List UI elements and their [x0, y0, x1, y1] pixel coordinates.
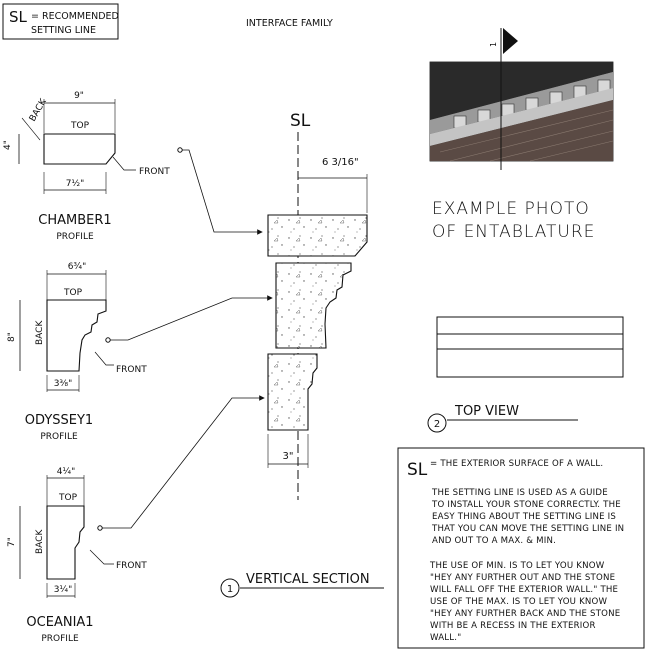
- section-stone-chamber1: [268, 215, 367, 256]
- top-view-callout-number: 2: [433, 419, 441, 430]
- photo-marker-flag: [503, 28, 518, 54]
- entablature-photo: [430, 28, 613, 242]
- bottom-dim: 7½": [65, 179, 85, 189]
- chamber1-outline: [44, 134, 115, 164]
- profile-sub: PROFILE: [56, 232, 94, 242]
- section-callout-number: 1: [226, 584, 234, 595]
- front-label: FRONT: [116, 561, 147, 571]
- top-view-callout-title: TOP VIEW: [455, 404, 519, 419]
- top-dim: 4¼": [56, 467, 76, 477]
- bottom-dim: 3¼": [53, 585, 73, 595]
- back-label: BACK: [35, 320, 45, 345]
- top-dim: 9": [74, 91, 84, 101]
- notes-p2-line: WITH BE A RECESS IN THE EXTERIOR: [430, 621, 596, 631]
- profile-sub: PROFILE: [40, 432, 78, 442]
- side-dim: 7": [7, 537, 17, 547]
- top-dim: 6¾": [67, 262, 87, 272]
- top-label: TOP: [63, 288, 83, 298]
- vertical-section: [98, 111, 384, 597]
- notes-p1-line: AND OUT TO A MAX. & MIN.: [432, 536, 557, 546]
- leader-dot-1: [178, 148, 182, 152]
- section-stone-odyssey1: [276, 263, 351, 348]
- notes-p1-line: THE SETTING LINE IS USED AS A GUIDE: [432, 488, 608, 498]
- notes-setting-symbol: SL: [407, 460, 428, 480]
- top-label: TOP: [70, 121, 90, 131]
- notes-p2-line: THE USE OF MIN. IS TO LET YOU KNOW: [430, 561, 605, 571]
- side-dim: 4": [3, 140, 13, 150]
- top-view: [428, 317, 623, 432]
- leader-odyssey1: [110, 298, 272, 340]
- photo-caption-2: OF ENTABLATURE: [432, 222, 596, 242]
- profile-sub: PROFILE: [41, 634, 79, 644]
- notes-heading: = THE EXTERIOR SURFACE OF A WALL.: [430, 459, 604, 469]
- photo-marker-number: 1: [489, 41, 498, 47]
- notes-p1-line: EASY THING ABOUT THE SETTING LINE IS: [432, 512, 617, 522]
- bottom-dim: 3⅜": [53, 379, 73, 389]
- setting-line-symbol: SL: [9, 8, 27, 26]
- leader-chamber1: [182, 150, 262, 232]
- notes-p2-line: "HEY ANY FURTHER BACK AND THE STONE: [430, 609, 621, 619]
- notes-p1-line: THAT YOU CAN MOVE THE SETTING LINE IN: [432, 524, 625, 534]
- section-top-dim: 6 3/16": [322, 157, 359, 168]
- front-label: FRONT: [116, 365, 147, 375]
- section-bottom-dim: 3": [282, 451, 294, 462]
- section-setting-symbol: SL: [290, 111, 311, 131]
- photo-caption-1: EXAMPLE PHOTO: [432, 199, 590, 219]
- legend-line-2: SETTING LINE: [31, 25, 96, 36]
- family-title: INTERFACE FAMILY: [246, 18, 333, 29]
- notes-p2-line: WILL FALL OFF THE EXTERIOR WALL." THE: [430, 585, 619, 595]
- notes-p2-line: WALL.": [430, 633, 462, 643]
- front-label: FRONT: [139, 167, 170, 177]
- back-label: BACK: [27, 97, 49, 124]
- section-stone-oceania1: [268, 354, 317, 430]
- leader-dot-3: [98, 526, 102, 530]
- profile-oceania1: [7, 467, 147, 644]
- profile-name: ODYSSEY1: [24, 413, 94, 428]
- profile-name: CHAMBER1: [38, 213, 112, 228]
- top-label: TOP: [58, 493, 78, 503]
- oceania1-outline: [47, 506, 84, 579]
- profile-name: OCEANIA1: [26, 615, 94, 630]
- notes-p2-line: USE OF THE MAX. IS TO LET YOU KNOW: [430, 597, 608, 607]
- leader-oceania1: [102, 398, 264, 528]
- back-label: BACK: [35, 529, 45, 554]
- leader-dot-2: [106, 338, 110, 342]
- notes-box: [398, 448, 644, 648]
- profile-odyssey1: [7, 262, 147, 442]
- odyssey1-outline: [47, 300, 106, 371]
- section-callout-title: VERTICAL SECTION: [246, 572, 370, 587]
- legend-box: [3, 4, 119, 39]
- legend-line-1: = RECOMMENDED: [31, 11, 119, 22]
- profile-chamber1: [3, 91, 170, 242]
- side-dim: 8": [7, 332, 17, 342]
- notes-p1-line: TO INSTALL YOUR STONE CORRECTLY. THE: [432, 500, 621, 510]
- notes-p2-line: "HEY ANY FURTHER OUT AND THE STONE: [430, 573, 616, 583]
